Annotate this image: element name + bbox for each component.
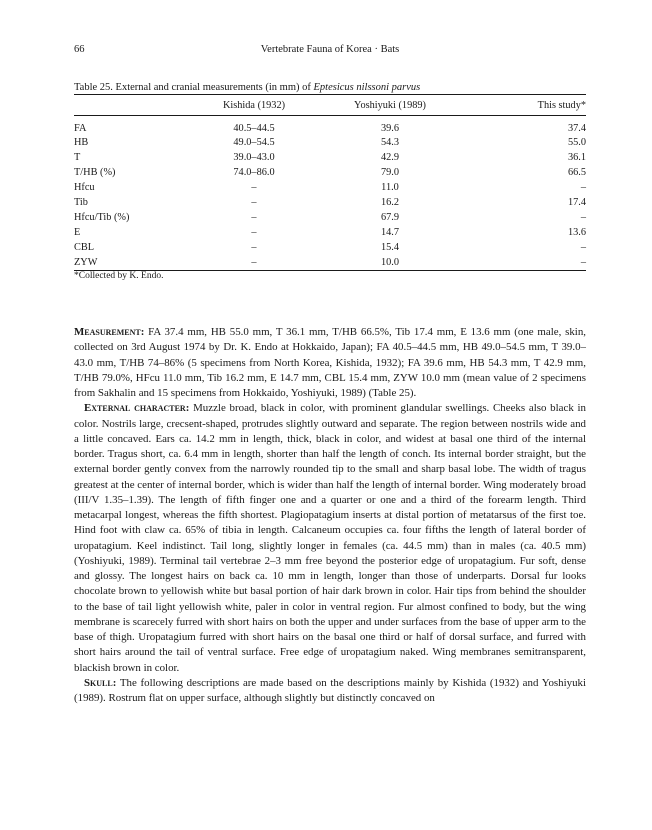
measurements-table [74,94,586,271]
table-row [74,240,586,255]
table-body [74,116,586,271]
table-cell: – [251,182,257,193]
table-cell: 66.5 [567,167,586,178]
section-heading: External character: [84,402,190,415]
table-cell: – [580,182,586,193]
table-cell: – [580,257,586,268]
table-cell: 39.0–43.0 [233,152,275,163]
table-caption-prefix: Table 25. External and cranial measurements (in mm) of [74,82,314,93]
table-cell: 74.0–86.0 [233,167,275,178]
table-cell: – [251,257,257,268]
row-label: T [74,152,81,163]
section-heading: Skull: [84,676,117,689]
section-heading: Measurement: [74,326,145,338]
row-label: T/HB (%) [74,167,116,178]
table-cell: 36.1 [567,152,586,163]
measurement-paragraph [74,325,586,401]
table-cell: 16.2 [380,197,400,208]
table-row [74,225,586,240]
table-cell: 54.3 [380,137,400,148]
page-header [74,44,586,58]
table-caption-species: Eptesicus nilssoni parvus [313,82,421,93]
column-header [74,95,186,116]
row-label: E [74,227,81,238]
table-row [74,150,586,165]
running-head: Vertebrate Fauna of Korea · Bats [260,44,400,55]
skull-paragraph [74,676,586,707]
table-cell: 42.9 [380,152,400,163]
table-cell: 67.9 [380,212,400,223]
column-header: This study* [537,99,586,111]
section-text: The following descriptions are made based on the descriptions mainly by Kishida (1932) and Yoshiyuki (1989). Rostrum flat on upper surface, although slightly but distinctly concaved on [74,676,586,704]
table-cell: 11.0 [381,182,399,193]
table-cell: 55.0 [567,137,586,148]
column-header: Yoshiyuki (1989) [354,99,426,111]
table-cell: – [251,227,257,238]
external-character-paragraph [74,401,586,676]
table-header-row [74,95,586,116]
table-cell: 37.4 [567,122,586,134]
row-label: HB [74,137,89,148]
table-row [74,255,586,271]
table-cell: 49.0–54.5 [233,137,275,148]
section-text: FA 37.4 mm, HB 55.0 mm, T 36.1 mm, T/HB 66.5%, Tib 17.4 mm, E 13.6 mm (one male, skin, collected on 3rd August 1974 by Dr. K. Endo at Hokkaido, Japan); FA 40.5–44.5 mm, HB 49.0–54.5 mm, T 39.0–43.0 mm, T/HB 74–86% (5 specimens from North Korea, Kishida, 1932); FA 39.6 mm, HB 54.3 mm, T 42.9 mm, T/HB 79.0%, HFcu 11.0 mm, Tib 16.2 mm, E 14.7 mm, CBL 15.4 mm, ZYW 10.0 mm (mean value of 2 specimens from Sakhalin and 15 specimens from Hokkaido, Yoshiyuki, 1989) (Table 25). [74,326,586,399]
body-text [74,325,586,706]
row-label: Tib [74,197,88,208]
table-cell: 40.5–44.5 [233,122,275,134]
table-cell: – [580,212,586,223]
table-cell: 15.4 [380,242,400,253]
section-text: Muzzle broad, black in color, with prominent glandular swellings. Cheeks also black in color. Nostrils large, crecsent-shaped, protrudes slightly outward and separate. The region between nostrils wide and a little concaved. Ears ca. 14.2 mm in length, thick, black in color, and widest at basal one third of the internal border. Tragus short, ca. 6.4 mm in length, shorter than half the length of conch. Its internal border straight, but the external border gently convex from the narrowly rounded tip to the small and sharp basal lobe. The width of tragus greatest at the center of internal border, which is wider than half the length of internal border. Wing moderately broad (III/V 1.35–1.39). The length of fifth finger one and a quarter or one and a third of the forearm length. Third metacarpal longest, whereas the fifth shortest. Plagiopatagium inserts at distal portion of metatarsus of the first toe. Hind foot with claw ca. 65% of tibia in length. Calcaneum occupies ca. four fifths the length of lateral border of uropatagium. Keel indistinct. Tail long, slightly longer in females (ca. 44.5 mm) than in males (ca. 40.5 mm) (Yoshiyuki, 1989). Terminal tail vertebrae 2–3 mm free beyond the posterior edge of uropatagium. Fur soft, dense and glossy. The longest hairs on back ca. 10 mm in length, longer than those of underparts. Dorsal fur looks chocolate brown to yellowish white but basal portion of hair dark brown in color. Hair tips from behind the shoulder to the base of tail light yellowish white, paler in color in ventral region. Fur almost confined to body, but the wing membrane is scarecely furred with short hairs on both the upper and under surfaces from the base of upper arm to the base of thigh. Uropatagium furred with short hairs on the basal one third or half of dorsal surface, and furred with short hairs around the tail of ventral surface. Free edge of uropatagium naked. Wing membranes semitransparent, blackish brown in color. [74,402,587,674]
table-caption [74,82,594,93]
table-row [74,210,586,225]
table-cell: – [251,212,257,223]
table-cell: 79.0 [380,167,400,178]
column-header: Kishida (1932) [222,99,286,111]
table-cell: – [251,242,257,253]
table-row [74,135,586,150]
table-cell: – [580,242,586,253]
row-label: ZYW [74,257,98,268]
table-footnote: *Collected by K. Endo. [74,271,164,281]
table-cell: 17.4 [567,197,586,208]
table-row [74,116,586,136]
row-label: CBL [74,242,95,253]
row-label: Hfcu [74,182,95,193]
table-cell: – [251,197,257,208]
row-label: FA [74,122,87,134]
table-cell: 39.6 [380,122,400,134]
table-cell: 14.7 [380,227,400,238]
table-row [74,165,586,180]
page-number: 66 [74,44,85,55]
row-label: Hfcu/Tib (%) [74,212,130,223]
table-cell: 13.6 [567,227,586,238]
table-row [74,180,586,195]
table-cell: 10.0 [380,257,400,268]
table-row [74,195,586,210]
